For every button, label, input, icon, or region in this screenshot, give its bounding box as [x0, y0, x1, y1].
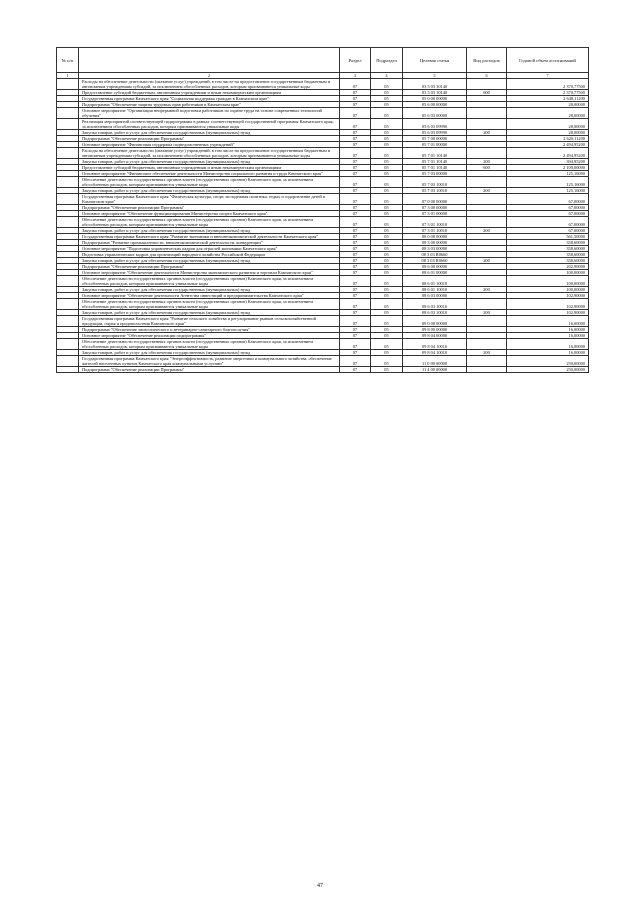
cell-vr	[467, 339, 507, 350]
cell-vr	[467, 177, 507, 188]
table-row	[57, 177, 589, 188]
table-header-row	[57, 48, 589, 73]
cell-sum: 67,00000	[507, 228, 589, 234]
header-csr: Целевая статья	[403, 48, 467, 73]
cell-vr	[467, 276, 507, 287]
cell-csr: 09 8 00 00000	[403, 327, 467, 333]
cell-csr: 08 6 03 00000	[403, 293, 467, 299]
cell-podrazdel: 05	[371, 264, 403, 270]
cell-name: Обеспечение деятельности государственных органов власти (государственных органов) Камчатского края, за исключением обособленных расходов, которым присваиваются уникальные коды	[79, 276, 340, 287]
cell-podrazdel: 05	[371, 96, 403, 102]
cell-name: Закупка товаров, работ и услуг для обеспечения государственных (муниципальных) нужд	[79, 287, 340, 293]
cell-num	[57, 119, 79, 130]
cell-vr	[467, 119, 507, 130]
cell-name: Основное мероприятие "Финансовая поддержка подведомственных учреждений"	[79, 142, 340, 148]
cell-podrazdel: 05	[371, 90, 403, 96]
table-row	[57, 119, 589, 130]
cell-podrazdel: 05	[371, 327, 403, 333]
cell-podrazdel: 05	[371, 228, 403, 234]
cell-name: Закупка товаров, работ и услуг для обеспечения государственных (муниципальных) нужд	[79, 159, 340, 165]
cell-name: Основное мероприятие "Подготовка управленческих кадров для отраслей экономики Камчатского края"	[79, 246, 340, 252]
cell-podrazdel: 05	[371, 171, 403, 177]
cell-sum: 16,00000	[507, 350, 589, 356]
cell-num	[57, 148, 79, 159]
cell-csr: 08 6 00 00000	[403, 264, 467, 270]
cell-razdel: 07	[340, 339, 371, 350]
cell-csr: 08 0 00 00000	[403, 234, 467, 240]
cell-sum: 561,50000	[507, 234, 589, 240]
cell-sum: 125,16000	[507, 188, 589, 194]
cell-razdel: 07	[340, 367, 371, 373]
cell-podrazdel: 05	[371, 136, 403, 142]
cell-podrazdel: 05	[371, 310, 403, 316]
cell-podrazdel: 05	[371, 102, 403, 108]
cell-name: Подпрограмма "Обеспечение защиты трудовых прав работников в Камчатском крае"	[79, 102, 340, 108]
cell-name: Подготовка управленческих кадров для организаций народного хозяйства Российской Федерации	[79, 252, 340, 258]
cell-razdel: 07	[340, 350, 371, 356]
cell-name: Закупка товаров, работ и услуг для обеспечения государственных (муниципальных) нужд	[79, 310, 340, 316]
cell-name: Обеспечение деятельности государственных органов власти (государственных органов) Камчатского края, за исключением обособленных расходов, которым присваиваются уникальные коды	[79, 339, 340, 350]
table-row	[57, 339, 589, 350]
cell-num	[57, 367, 79, 373]
col-number: 7	[507, 73, 589, 79]
cell-num	[57, 316, 79, 327]
cell-razdel: 07	[340, 264, 371, 270]
table-row	[57, 367, 589, 373]
cell-csr: 09 0 00 00000	[403, 316, 467, 327]
cell-sum: 2 494,95200	[507, 148, 589, 159]
cell-csr: 09 8 04 10010	[403, 339, 467, 350]
cell-num	[57, 177, 79, 188]
table-row	[57, 79, 589, 90]
cell-podrazdel: 05	[371, 350, 403, 356]
cell-csr: 05 7 01 10140	[403, 148, 467, 159]
table-row	[57, 217, 589, 228]
cell-csr: 03 5 03 10140	[403, 79, 467, 90]
cell-name: Реализация мероприятий соответствующей подпрограммы в рамках соответствующей государственной программы Камчатского края, за исключением обособленных расходов, которым присваиваются уникальные коды	[79, 119, 340, 130]
cell-sum: 16,00000	[507, 339, 589, 350]
cell-podrazdel: 05	[371, 293, 403, 299]
cell-csr: 03 5 03 10140	[403, 90, 467, 96]
cell-sum: 102,90000	[507, 310, 589, 316]
col-number: 3	[340, 73, 371, 79]
table-row	[57, 194, 589, 205]
cell-csr: 05 6 03 00000	[403, 108, 467, 119]
cell-csr: 11 0 00 00000	[403, 356, 467, 367]
cell-razdel: 07	[340, 96, 371, 102]
cell-sum: 67,00000	[507, 194, 589, 205]
cell-podrazdel: 05	[371, 356, 403, 367]
cell-sum: 28,00000	[507, 108, 589, 119]
table-row	[57, 299, 589, 310]
cell-podrazdel: 05	[371, 159, 403, 165]
cell-podrazdel: 05	[371, 333, 403, 339]
cell-podrazdel: 05	[371, 246, 403, 252]
cell-sum: 250,00000	[507, 367, 589, 373]
cell-name: Подпрограмма "Обеспечение реализации Программы"	[79, 367, 340, 373]
cell-podrazdel: 05	[371, 252, 403, 258]
cell-sum: 358,60000	[507, 246, 589, 252]
cell-razdel: 07	[340, 270, 371, 276]
header-num: № п/п	[57, 48, 79, 73]
cell-sum: 125,16000	[507, 171, 589, 177]
cell-vr	[467, 367, 507, 373]
cell-podrazdel: 05	[371, 234, 403, 240]
cell-sum: 202,90000	[507, 264, 589, 270]
cell-razdel: 07	[340, 165, 371, 171]
cell-num	[57, 194, 79, 205]
cell-name: Обеспечение деятельности государственных органов власти (государственных органов) Камчатского края, за исключением обособленных расходов, которым присваиваются уникальные коды	[79, 217, 340, 228]
cell-sum: 2 370,77500	[507, 79, 589, 90]
header-razdel: Раздел	[340, 48, 371, 73]
col-number: 2	[79, 73, 340, 79]
cell-podrazdel: 05	[371, 188, 403, 194]
cell-podrazdel: 05	[371, 79, 403, 90]
cell-num	[57, 108, 79, 119]
cell-razdel: 07	[340, 217, 371, 228]
cell-podrazdel: 05	[371, 177, 403, 188]
cell-name: Основное мероприятие "Финансовое обеспечение деятельности Министерства социального развития и труда Камчатского края"	[79, 171, 340, 177]
cell-podrazdel: 05	[371, 270, 403, 276]
cell-sum: 67,00000	[507, 205, 589, 211]
cell-csr: 05 6 03 09990	[403, 130, 467, 136]
cell-sum: 67,00000	[507, 211, 589, 217]
cell-num	[57, 217, 79, 228]
cell-csr: 05 6 00 00000	[403, 102, 467, 108]
cell-razdel: 07	[340, 108, 371, 119]
cell-podrazdel: 05	[371, 258, 403, 264]
header-vr: Вид расходов	[467, 48, 507, 73]
cell-csr: 09 8 04 10010	[403, 350, 467, 356]
cell-vr	[467, 217, 507, 228]
cell-num	[57, 79, 79, 90]
cell-csr: 08 6 01 00000	[403, 270, 467, 276]
cell-razdel: 07	[340, 293, 371, 299]
cell-vr	[467, 299, 507, 310]
cell-razdel: 07	[340, 252, 371, 258]
cell-razdel: 07	[340, 159, 371, 165]
cell-sum: 358,60000	[507, 252, 589, 258]
cell-podrazdel: 05	[371, 165, 403, 171]
cell-sum: 102,90000	[507, 293, 589, 299]
cell-name: Расходы на обеспечение деятельности (оказание услуг) учреждений, в том числе на предоставление государственным бюджетным и автономным учреждениям субсидий, за исключением обособленных расходов, которым присваиваются уникальные коды	[79, 79, 340, 90]
cell-podrazdel: 05	[371, 119, 403, 130]
cell-podrazdel: 05	[371, 339, 403, 350]
cell-num	[57, 356, 79, 367]
cell-name: Государственная программа Камчатского края "Развитие сельского хозяйства и регулирование рынков сельскохозяйственной продукции, сырья и продовольствия Камчатского края"	[79, 316, 340, 327]
cell-csr: 05 0 00 00000	[403, 96, 467, 102]
cell-sum: 100,00000	[507, 287, 589, 293]
cell-name: Подпрограмма "Обеспечение эпизоотического и ветеринарно-санитарного благополучия"	[79, 327, 340, 333]
header-sum: Годовой объем ассигнований	[507, 48, 589, 73]
header-name	[79, 48, 340, 73]
cell-name: Основное мероприятие "Обеспечение деятельности Агентства инвестиций и предпринимательства Камчатского края"	[79, 293, 340, 299]
cell-name: Подпрограмма "Обеспечение реализации Программы"	[79, 136, 340, 142]
cell-razdel: 07	[340, 188, 371, 194]
cell-vr	[467, 316, 507, 327]
cell-vr	[467, 108, 507, 119]
cell-csr: 07 3 00 00000	[403, 205, 467, 211]
cell-sum: 2 100,00000	[507, 165, 589, 171]
cell-csr: 09 8 04 00000	[403, 333, 467, 339]
cell-razdel: 07	[340, 234, 371, 240]
cell-csr: 05 7 03 00000	[403, 171, 467, 177]
cell-razdel: 07	[340, 142, 371, 148]
cell-name: Государственная программа Камчатского края "Физическая культура, спорт, молодежная политика, отдых и оздоровление детей в Камчатском крае"	[79, 194, 340, 205]
cell-razdel: 07	[340, 194, 371, 205]
cell-name: Основное мероприятие "Обеспечение реализации подпрограммы"	[79, 333, 340, 339]
cell-csr: 08 6 01 10010	[403, 287, 467, 293]
cell-sum: 67,00000	[507, 217, 589, 228]
cell-vr: 600	[467, 90, 507, 96]
cell-podrazdel: 05	[371, 148, 403, 159]
table-row	[57, 108, 589, 119]
cell-name: Обеспечение деятельности государственных органов власти (государственных органов) Камчатского края, за исключением обособленных расходов, которым присваиваются уникальные коды	[79, 299, 340, 310]
cell-razdel: 07	[340, 136, 371, 142]
table-row	[57, 148, 589, 159]
cell-sum: 28,00000	[507, 130, 589, 136]
cell-razdel: 07	[340, 310, 371, 316]
cell-name: Закупка товаров, работ и услуг для обеспечения государственных (муниципальных) нужд	[79, 350, 340, 356]
cell-razdel: 07	[340, 171, 371, 177]
cell-razdel: 07	[340, 258, 371, 264]
cell-razdel: 07	[340, 148, 371, 159]
cell-name: Государственная программа Камчатского края "Развитие экономики и внешнеэкономической деятельности Камчатского края"	[79, 234, 340, 240]
budget-table-sheet	[56, 47, 588, 373]
cell-csr: 07 3 01 00000	[403, 211, 467, 217]
cell-razdel: 07	[340, 240, 371, 246]
cell-csr: 08 3 03 00000	[403, 246, 467, 252]
cell-podrazdel: 05	[371, 211, 403, 217]
cell-podrazdel: 05	[371, 142, 403, 148]
cell-name: Государственная программа Камчатского края "Социальная поддержка граждан в Камчатском крае"	[79, 96, 340, 102]
cell-sum: 2 648,11200	[507, 96, 589, 102]
cell-razdel: 07	[340, 356, 371, 367]
cell-podrazdel: 05	[371, 240, 403, 246]
cell-name: Предоставление субсидий бюджетным, автономным учреждениям и иным некоммерческим организациям	[79, 90, 340, 96]
cell-sum: 28,00000	[507, 119, 589, 130]
cell-razdel: 07	[340, 228, 371, 234]
cell-sum: 100,00000	[507, 276, 589, 287]
cell-podrazdel: 05	[371, 316, 403, 327]
cell-vr	[467, 356, 507, 367]
cell-sum: 125,16000	[507, 177, 589, 188]
cell-csr: 05 6 03 09990	[403, 119, 467, 130]
cell-razdel: 07	[340, 90, 371, 96]
cell-name: Обеспечение деятельности государственных органов власти (государственных органов) Камчатского края, за исключением обособленных расходов, которым присваиваются уникальные коды	[79, 177, 340, 188]
cell-sum: 16,00000	[507, 333, 589, 339]
cell-vr: 200	[467, 130, 507, 136]
table-row	[57, 356, 589, 367]
cell-sum: 358,60000	[507, 258, 589, 264]
cell-podrazdel: 05	[371, 130, 403, 136]
cell-podrazdel: 05	[371, 287, 403, 293]
cell-vr: 200	[467, 350, 507, 356]
cell-podrazdel: 05	[371, 194, 403, 205]
cell-razdel: 07	[340, 316, 371, 327]
cell-vr: 200	[467, 188, 507, 194]
cell-podrazdel: 05	[371, 217, 403, 228]
cell-csr: 08 6 03 10010	[403, 310, 467, 316]
cell-name: Подпрограмма "Обеспечение реализации Программы"	[79, 205, 340, 211]
cell-csr: 11 4 00 00000	[403, 367, 467, 373]
cell-podrazdel: 05	[371, 108, 403, 119]
cell-name: Расходы на обеспечение деятельности (оказание услуг) учреждений, в том числе на предоставление государственным бюджетным и автономным учреждениям субсидий, за исключением обособленных расходов, которым присваиваются уникальные коды	[79, 148, 340, 159]
cell-vr: 200	[467, 228, 507, 234]
cell-name: Основное мероприятие "Обеспечение функционирования Министерства спорта Камчатского края"	[79, 211, 340, 217]
cell-sum: 2 494,95200	[507, 142, 589, 148]
page-number: 47	[317, 883, 323, 889]
cell-sum: 16,00000	[507, 327, 589, 333]
cell-name: Закупка товаров, работ и услуг для обеспечения государственных (муниципальных) нужд	[79, 130, 340, 136]
cell-razdel: 07	[340, 119, 371, 130]
cell-sum: 2 620,11200	[507, 136, 589, 142]
cell-razdel: 07	[340, 246, 371, 252]
cell-name: Закупка товаров, работ и услуг для обеспечения государственных (муниципальных) нужд	[79, 188, 340, 194]
cell-razdel: 07	[340, 287, 371, 293]
cell-csr: 05 7 03 10010	[403, 188, 467, 194]
cell-csr: 08 6 01 10010	[403, 276, 467, 287]
cell-name: Государственная программа Камчатского края "Энергоэффективность, развитие энергетики и коммунального хозяйства, обеспечение жителей населенных пунктов Камчатского края коммунальными услугами"	[79, 356, 340, 367]
cell-razdel: 07	[340, 177, 371, 188]
cell-name: Подпрограмма "Развитие промышленности, внешнеэкономической деятельности, конкуренции"	[79, 240, 340, 246]
col-number: 4	[371, 73, 403, 79]
cell-podrazdel: 05	[371, 367, 403, 373]
col-number: 6	[467, 73, 507, 79]
cell-csr: 05 7 03 10010	[403, 177, 467, 188]
col-number: 1	[57, 73, 79, 79]
cell-podrazdel: 05	[371, 205, 403, 211]
cell-csr: 05 7 01 10140	[403, 159, 467, 165]
cell-razdel: 07	[340, 102, 371, 108]
col-number: 5	[403, 73, 467, 79]
cell-num	[57, 299, 79, 310]
cell-csr: 07 3 01 10010	[403, 217, 467, 228]
cell-name: Предоставление субсидий бюджетным, автономным учреждениям и иным некоммерческим организациям	[79, 165, 340, 171]
cell-sum: 250,00000	[507, 356, 589, 367]
cell-sum: 16,00000	[507, 316, 589, 327]
cell-podrazdel: 05	[371, 276, 403, 287]
cell-vr	[467, 148, 507, 159]
cell-name: Основное мероприятие "Обеспечение деятельности Министерства экономического развития и торговли Камчатского края"	[79, 270, 340, 276]
cell-sum: 358,60000	[507, 240, 589, 246]
cell-razdel: 07	[340, 211, 371, 217]
cell-sum: 100,00000	[507, 270, 589, 276]
table-row	[57, 276, 589, 287]
cell-name: Закупка товаров, работ и услуг для обеспечения государственных (муниципальных) нужд	[79, 258, 340, 264]
cell-razdel: 07	[340, 79, 371, 90]
cell-name: Закупка товаров, работ и услуг для обеспечения государственных (муниципальных) нужд	[79, 228, 340, 234]
header-podrazdel: Подраздел	[371, 48, 403, 73]
budget-allocation-table	[56, 47, 589, 373]
cell-vr	[467, 194, 507, 205]
cell-sum: 102,90000	[507, 299, 589, 310]
cell-vr	[467, 79, 507, 90]
cell-num	[57, 276, 79, 287]
cell-razdel: 07	[340, 327, 371, 333]
cell-sum: 28,00000	[507, 102, 589, 108]
cell-vr: 200	[467, 287, 507, 293]
cell-razdel: 07	[340, 333, 371, 339]
cell-razdel: 07	[340, 276, 371, 287]
cell-vr: 200	[467, 258, 507, 264]
cell-razdel: 07	[340, 130, 371, 136]
cell-csr: 07 3 01 10010	[403, 228, 467, 234]
cell-csr: 08 3 03 R0660	[403, 252, 467, 258]
cell-razdel: 07	[340, 299, 371, 310]
cell-name: Подпрограмма "Обеспечение реализации Программы"	[79, 264, 340, 270]
cell-csr: 07 0 00 00000	[403, 194, 467, 205]
cell-csr: 08 3 00 00000	[403, 240, 467, 246]
table-row	[57, 316, 589, 327]
cell-csr: 05 7 01 00000	[403, 142, 467, 148]
cell-num	[57, 339, 79, 350]
cell-vr: 200	[467, 310, 507, 316]
cell-sum: 2 370,77500	[507, 90, 589, 96]
cell-sum: 394,95200	[507, 159, 589, 165]
cell-csr: 05 7 01 10140	[403, 165, 467, 171]
cell-razdel: 07	[340, 205, 371, 211]
cell-csr: 05 7 00 00000	[403, 136, 467, 142]
cell-csr: 08 3 03 R0660	[403, 258, 467, 264]
cell-podrazdel: 05	[371, 299, 403, 310]
cell-vr: 200	[467, 159, 507, 165]
cell-vr: 600	[467, 165, 507, 171]
cell-name: Основное мероприятие "Организация непрерывной подготовки работников по охране труда на основе современных технологий обучения"	[79, 108, 340, 119]
cell-csr: 08 6 03 10010	[403, 299, 467, 310]
